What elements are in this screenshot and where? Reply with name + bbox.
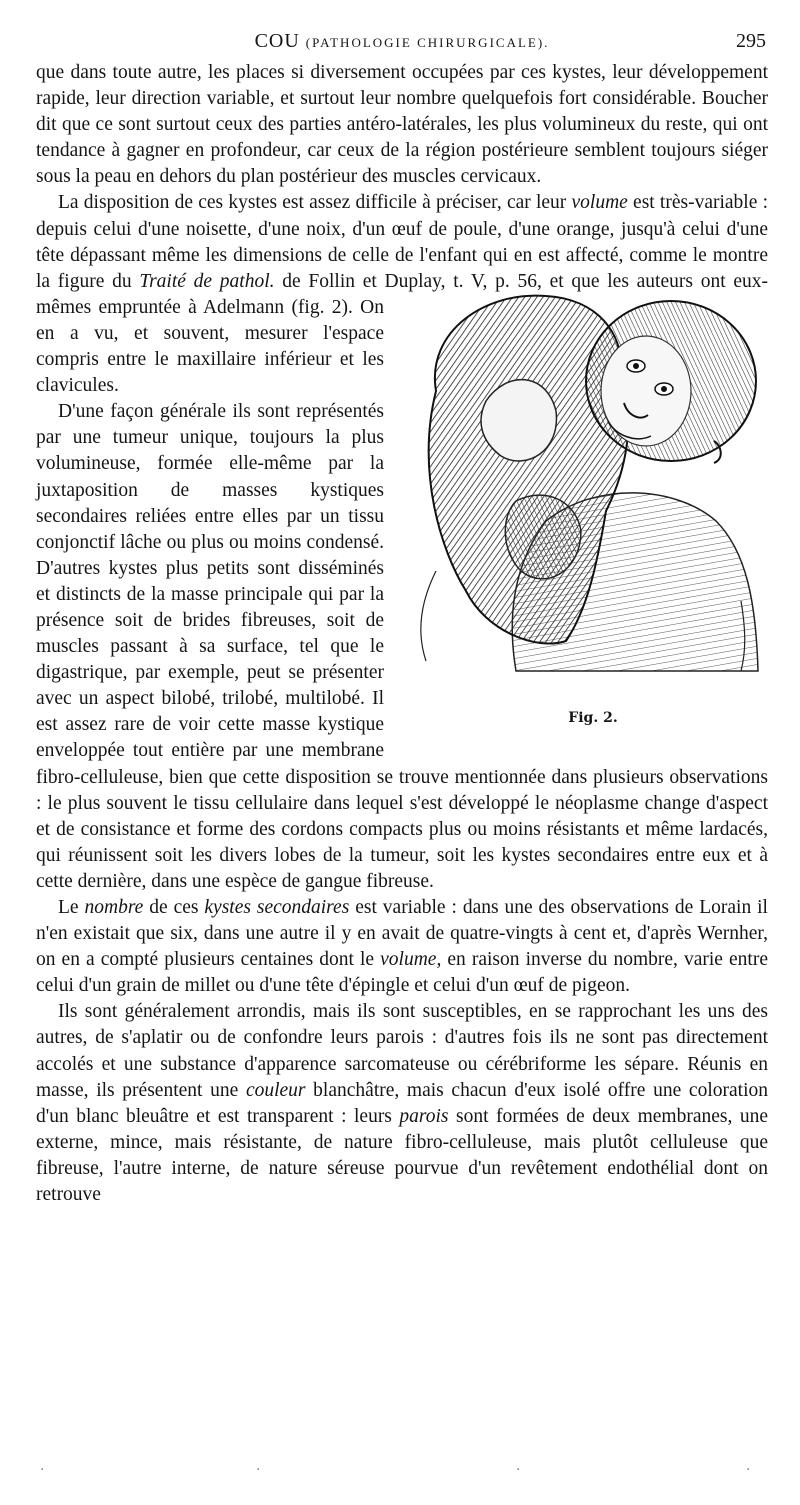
- text-run: est variable : dans une des observations de Lorain il n'en existait que six, dans une autre il y en avait de quatre-vingts à cent et, d'après Wernher, on en a compté plusieurs centaines dont le: [36, 897, 768, 971]
- italic-run: volume,: [380, 949, 442, 971]
- text-run: sont formées de deux membranes, une externe, mince, mais résistante, de nature fibro-celluleuse, mais plutôt celluleuse que fibreuse, l'autre interne, de nature séreuse pourvue d'un revêtement endothélial dont on retrouve: [36, 1105, 768, 1206]
- running-header: [36, 30, 768, 60]
- italic-run: volume: [571, 192, 628, 214]
- figure-illustration: [396, 271, 768, 701]
- figure-caption: Fig. 2.: [568, 709, 618, 726]
- text-run: est très-variable : depuis celui d'une noisette, d'une noix, d'un œuf de poule, d'une orange, jusqu'à celui d'une tête dépassant même les dimensions de celle de l'enfant qui en est affecté, comme le montre la figure du: [36, 192, 769, 292]
- print-mark: ·: [256, 1462, 261, 1478]
- header-subtitle: (PATHOLOGIE CHIRURGICALE).: [305, 35, 550, 50]
- italic-run: kystes secondaires: [204, 897, 350, 918]
- italic-run: nombre: [84, 897, 144, 918]
- paragraph-5: [36, 999, 768, 1208]
- text-run: Ils sont généralement arrondis, mais ils sont susceptibles, en se rapprochant les uns des autres, de s'aplatir ou de confondre leurs parois : d'autres fois ils ne sont pas directement accolés et une substance d'apparence sarcomateuse ou cérébriforme les sépare. Réunis en masse, ils présentent une: [36, 1001, 768, 1101]
- running-title: [36, 30, 768, 53]
- print-mark: ·: [746, 1462, 751, 1478]
- print-mark: ·: [40, 1462, 45, 1478]
- header-title: COU: [254, 30, 300, 52]
- text-run: Le: [58, 897, 85, 918]
- text-run: en raison inverse du nombre, varie entre celui d'un grain de millet ou d'une tête d'épingle et celui d'un œuf de pigeon.: [36, 949, 768, 997]
- page-number: 295: [736, 30, 766, 52]
- text-run: La disposition de ces kystes est assez difficile à préciser, car leur: [58, 192, 572, 214]
- paragraph-4: [36, 895, 768, 999]
- paragraph-3: D'une façon générale ils sont représentés par une tumeur unique, toujours la plus volumineuse, formée elle-même par la juxtaposition de masses kystiques secondaires reliées entre elles par un tissu conjonctif lâche ou plus ou moins condensé. D'autres kystes plus petits sont disséminés et distincts de la masse principale qui par la présence soit de brides fibreuses, soit de muscles passant à sa surface, tel que le digastrique, par exemple, peut se présenter avec un aspect bilobé, trilobé, multilobé. Il est assez rare de voir cette masse kystique enveloppée tout entière par une membrane fibro-celluleuse, bien que cette disposition se trouve mentionnée dans plusieurs observations : le plus souvent le tissu cellulaire dans lequel s'est développé le néoplasme change d'aspect et de consistance et forme des cordons compacts plus ou moins résistants et même lardacés, qui réunissent soit les divers lobes de la tumeur, soit les kystes secondaires entre eux et à cette dernière, dans une espèce de gangue fibreuse.: [36, 401, 768, 892]
- page-body: [36, 60, 768, 1208]
- italic-run: parois: [399, 1105, 449, 1127]
- text-run: de Follin et Duplay, t. V, p. 56, et que les auteurs ont eux-mêmes empruntée à Adelmann (fig. 2). On en a vu, et souvent, mesurer l'espace compris entre le maxillaire inférieur et les clavicules.: [36, 270, 768, 397]
- italic-run: Traité de pathol.: [139, 270, 275, 292]
- print-mark: ·: [516, 1462, 521, 1478]
- italic-run: couleur: [245, 1079, 306, 1101]
- text-run: blanchâtre, mais chacun d'eux isolé offre une coloration d'un blanc bleuâtre et est transparent : leurs: [36, 1079, 768, 1127]
- text-run: de ces: [143, 897, 205, 918]
- paragraph-1: que dans toute autre, les places si diversement occupées par ces kystes, leur développement rapide, leur direction variable, et surtout leur nombre quelquefois fort considérable. Boucher dit que ce sont surtout ceux des parties antéro-latérales, les plus volumineux du reste, qui ont tendance à gagner en profondeur, car ceux de la région postérieure semblent toujours siéger sous la peau en dehors du plan postérieur des muscles cervicaux.: [36, 62, 768, 188]
- figure-2: [396, 271, 768, 739]
